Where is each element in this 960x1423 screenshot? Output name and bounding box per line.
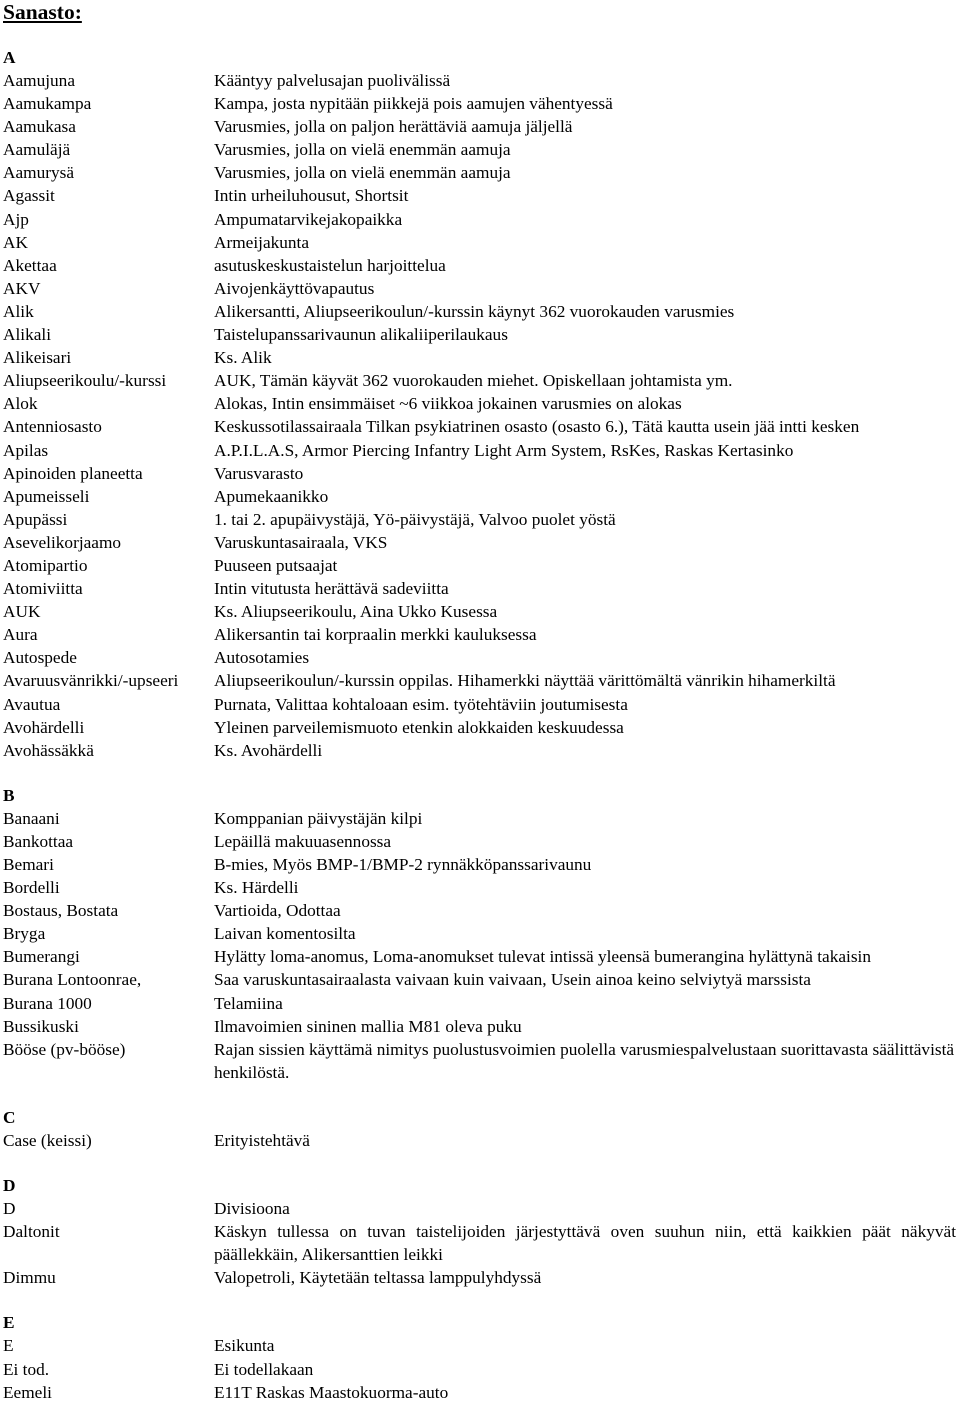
entry-term: AUK [3, 602, 41, 622]
entry-term: Avautua [3, 694, 61, 714]
entry-definition: asutuskeskustaistelun harjoittelua [214, 255, 446, 275]
glossary-entry [3, 739, 960, 762]
entry-definition: Rajan sissien käyttämä nimitys puolustusvoimien puolella varusmiespalvelustaan suorittavasta säälittävistä henkilöstä. [214, 1039, 955, 1082]
entry-definition: E11T Raskas Maastokuorma-auto [214, 1382, 449, 1402]
entry-definition: B-mies, Myös BMP-1/BMP-2 rynnäkköpanssarivaunu [214, 855, 592, 874]
entry-term: Asevelikorjaamo [3, 532, 122, 552]
glossary-entry [3, 462, 960, 485]
glossary-entry [3, 1358, 960, 1381]
entry-definition: Varusmies, jolla on vielä enemmän aamuja [214, 140, 511, 160]
glossary-entry [3, 346, 960, 369]
glossary-entry [3, 1334, 960, 1357]
glossary-entry [3, 807, 960, 830]
entry-definition: Komppanian päivystäjän kilpi [214, 808, 423, 828]
entry-definition: Puuseen putsaajat [214, 555, 338, 575]
entry-term: E [3, 1336, 14, 1356]
entry-definition: Alikersantin tai korpraalin merkki kauluksessa [214, 625, 537, 645]
section-c [3, 1106, 960, 1152]
entry-definition: Alokas, Intin ensimmäiset ~6 viikkoa jokainen varusmies on alokas [214, 394, 682, 414]
glossary-entry [3, 1038, 960, 1084]
entry-term: Alikeisari [3, 348, 72, 368]
entry-definition: Varusmies, jolla on vielä enemmän aamuja [214, 163, 511, 183]
glossary-entry [3, 277, 960, 300]
glossary-entry [3, 92, 960, 115]
glossary-entry [3, 115, 960, 138]
glossary-entry [3, 439, 960, 462]
glossary-entry [3, 323, 960, 346]
entry-term: Burana 1000 [3, 993, 92, 1013]
entry-term: Atomiviitta [3, 579, 83, 599]
entry-term: Bostaus, Bostata [3, 901, 119, 921]
entry-term: Aamukasa [3, 117, 76, 137]
entry-definition: Varusmies, jolla on paljon herättäviä aamuja jäljellä [214, 117, 573, 137]
entry-term: Ajp [3, 209, 29, 229]
entry-definition: Vartioida, Odottaa [214, 901, 341, 921]
entry-term: Aamurysä [3, 163, 75, 183]
glossary-entry [3, 1129, 960, 1152]
glossary-entry [3, 69, 960, 92]
glossary-entry [3, 1220, 960, 1266]
glossary-entry [3, 968, 960, 991]
section-letter: B [3, 785, 15, 805]
glossary-entry [3, 1015, 960, 1038]
entry-term: Aura [3, 625, 38, 645]
entry-definition: Esikunta [214, 1336, 275, 1356]
section-letter: E [3, 1313, 15, 1333]
entry-definition: AUK, Tämän käyvät 362 vuorokauden miehet. Opiskellaan johtamista ym. [214, 371, 733, 391]
glossary-entry [3, 693, 960, 716]
entry-definition: Intin vitutusta herättävä sadeviitta [214, 579, 449, 599]
entry-definition: Ei todellakaan [214, 1359, 314, 1379]
glossary-entry [3, 899, 960, 922]
entry-definition: Varusvarasto [214, 463, 304, 483]
glossary-entry [3, 231, 960, 254]
entry-term: AKV [3, 278, 41, 298]
entry-definition: Aivojenkäyttövapautus [214, 278, 375, 298]
glossary-entry [3, 392, 960, 415]
entry-term: Case (keissi) [3, 1130, 92, 1150]
entry-term: Avaruusvänrikki/-upseeri [3, 671, 179, 691]
entry-term: Ei tod. [3, 1359, 50, 1379]
entry-definition: Varuskuntasairaala, VKS [214, 532, 388, 552]
entry-definition: Intin urheiluhousut, Shortsit [214, 186, 409, 206]
entry-term: Bankottaa [3, 831, 74, 851]
entry-term: Dimmu [3, 1268, 56, 1288]
entry-definition: Laivan komentosilta [214, 924, 356, 944]
entry-definition: Telamiina [214, 993, 283, 1013]
entry-term: Bööse (pv-bööse) [3, 1039, 126, 1059]
page-title: Sanasto: [3, 0, 82, 24]
entry-definition: Keskussotilassairaala Tilkan psykiatrinen osasto (osasto 6.), Tätä kautta usein jää intti kesken [214, 417, 860, 437]
entry-definition: Saa varuskuntasairaalasta vaivaan kuin vaivaan, Usein ainoa keino selviytyä marssista [214, 970, 811, 990]
entry-term: Autospede [3, 648, 77, 668]
glossary-entry [3, 254, 960, 277]
glossary-entry [3, 945, 960, 968]
glossary-entry [3, 508, 960, 531]
entry-term: Alikali [3, 325, 51, 345]
glossary-entry [3, 623, 960, 646]
entry-term: Apumeisseli [3, 486, 90, 506]
entry-term: Eemeli [3, 1382, 52, 1402]
entry-definition: Käskyn tullessa on tuvan taistelijoiden järjestyttävä oven suuhun niin, että kaikkien päät näkyvät päällekkäin, Alikersanttien leikki [214, 1222, 956, 1265]
glossary-entry [3, 531, 960, 554]
entry-term: Aamuläjä [3, 140, 71, 160]
glossary-entry [3, 992, 960, 1015]
entry-term: Bemari [3, 855, 54, 874]
entry-term: Bussikuski [3, 1016, 79, 1036]
section-letter: A [3, 48, 16, 67]
glossary-entry [3, 853, 960, 876]
entry-definition: Kääntyy palvelusajan puolivälissä [214, 71, 451, 90]
entry-definition: Ks. Avohärdelli [214, 740, 323, 760]
glossary-entry [3, 161, 960, 184]
entry-term: Banaani [3, 808, 60, 828]
entry-term: Apinoiden planeetta [3, 463, 143, 483]
entry-term: Apupässi [3, 509, 68, 529]
entry-term: Burana Lontoonrae, [3, 970, 142, 990]
entry-definition: Apumekaanikko [214, 486, 329, 506]
section-letter: C [3, 1107, 16, 1127]
glossary-entry [3, 876, 960, 899]
entry-term: Aamujuna [3, 71, 75, 90]
entry-definition: Armeijakunta [214, 232, 310, 252]
glossary-sections [3, 46, 960, 1404]
entry-definition: Ks. Härdelli [214, 878, 299, 898]
entry-definition: Ampumatarvikejakopaikka [214, 209, 403, 229]
glossary-entry [3, 208, 960, 231]
section-d [3, 1174, 960, 1289]
entry-term: Avohässäkkä [3, 740, 94, 760]
entry-definition: Hylätty loma-anomus, Loma-anomukset tulevat intissä yleensä bumerangina hylättynä takaisin [214, 947, 871, 967]
glossary-entry [3, 646, 960, 669]
glossary-entry [3, 184, 960, 207]
entry-definition: Erityistehtävä [214, 1130, 310, 1150]
entry-term: Atomipartio [3, 555, 88, 575]
glossary-entry [3, 669, 960, 692]
glossary-entry [3, 577, 960, 600]
glossary-entry [3, 600, 960, 623]
entry-definition: Taistelupanssarivaunun alikaliiperilaukaus [214, 325, 508, 345]
entry-definition: Kampa, josta nypitään piikkejä pois aamujen vähentyessä [214, 94, 613, 114]
entry-term: Agassit [3, 186, 55, 206]
glossary-entry [3, 1266, 960, 1289]
entry-definition: Ks. Aliupseerikoulu, Aina Ukko Kusessa [214, 602, 498, 622]
entry-definition: Lepäillä makuuasennossa [214, 831, 392, 851]
glossary-entry [3, 716, 960, 739]
glossary-entry [3, 1381, 960, 1404]
entry-term: Akettaa [3, 255, 57, 275]
section-b [3, 784, 960, 1084]
glossary-entry [3, 300, 960, 323]
entry-term: Antenniosasto [3, 417, 102, 437]
section-letter: D [3, 1176, 16, 1196]
entry-term: Apilas [3, 440, 49, 460]
entry-definition: Divisioona [214, 1199, 290, 1219]
glossary-entry [3, 830, 960, 853]
glossary-entry [3, 1197, 960, 1220]
entry-definition: Valopetroli, Käytetään teltassa lamppulyhdyssä [214, 1268, 542, 1288]
section-a [3, 46, 960, 762]
glossary-entry [3, 554, 960, 577]
entry-definition: Autosotamies [214, 648, 310, 668]
entry-definition: Purnata, Valittaa kohtaloaan esim. työtehtäviin joutumisesta [214, 694, 628, 714]
entry-term: Bordelli [3, 878, 60, 898]
entry-definition: Yleinen parveilemismuoto etenkin alokkaiden keskuudessa [214, 717, 624, 737]
entry-term: AK [3, 232, 28, 252]
entry-definition: Ilmavoimien sininen mallia M81 oleva puku [214, 1016, 522, 1036]
entry-term: Bryga [3, 924, 46, 944]
entry-term: Bumerangi [3, 947, 80, 967]
glossary-entry [3, 415, 960, 438]
entry-term: Avohärdelli [3, 717, 85, 737]
entry-term: Aamukampa [3, 94, 92, 114]
section-e [3, 1311, 960, 1403]
entry-definition: Aliupseerikoulun/-kurssin oppilas. Hihamerkki näyttää värittömältä vänrikin hihamerkiltä [214, 671, 836, 691]
glossary-entry [3, 922, 960, 945]
entry-term: Alok [3, 394, 38, 414]
entry-definition: Alikersantti, Aliupseerikoulun/-kurssin käynyt 362 vuorokauden varusmies [214, 301, 735, 321]
entry-definition: Ks. Alik [214, 348, 272, 368]
glossary-entry [3, 369, 960, 392]
entry-definition: A.P.I.L.A.S, Armor Piercing Infantry Light Arm System, RsKes, Raskas Kertasinko [214, 440, 794, 460]
entry-term: Daltonit [3, 1222, 60, 1242]
entry-term: Alik [3, 301, 34, 321]
glossary-entry [3, 138, 960, 161]
glossary-entry [3, 485, 960, 508]
entry-term: D [3, 1199, 16, 1219]
entry-term: Aliupseerikoulu/-kurssi [3, 371, 167, 391]
entry-definition: 1. tai 2. apupäivystäjä, Yö-päivystäjä, Valvoo puolet yöstä [214, 509, 616, 529]
